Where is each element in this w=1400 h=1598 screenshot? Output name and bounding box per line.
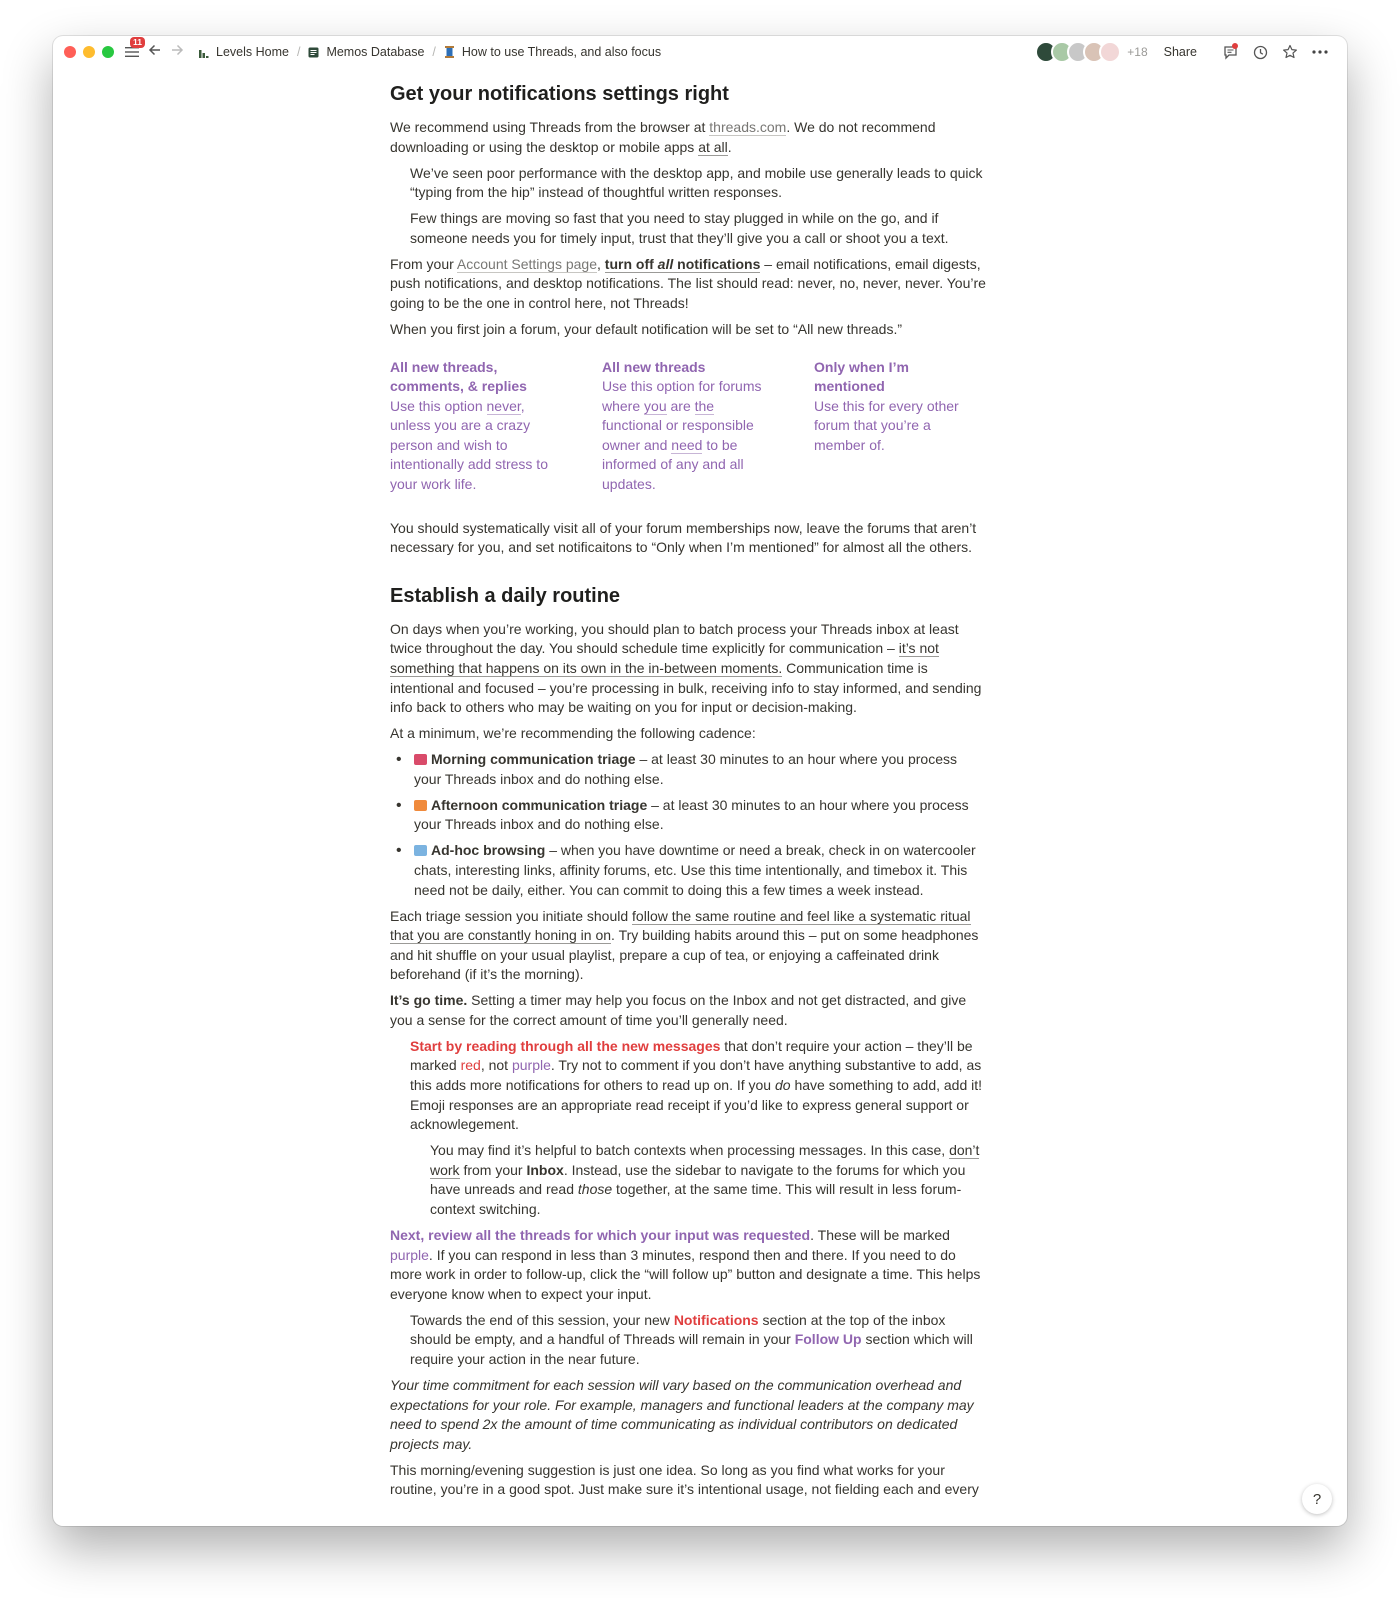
more-options-button[interactable] (1311, 43, 1329, 61)
text: Use this option (390, 397, 487, 414)
text: From your (390, 255, 457, 272)
quote-paragraph (410, 1311, 986, 1370)
minimize-window-button[interactable] (83, 46, 95, 58)
forward-button[interactable] (170, 43, 184, 61)
text: . If you can respond in less than 3 minutes, respond then and there. If you need to do more work in order to follow-up, click the “will follow up” button and designate a time. This helps everyone know when to expect your input. (390, 1246, 981, 1302)
text: Inbox (526, 1161, 564, 1178)
paragraph: At a minimum, we’re recommending the following cadence: (390, 725, 756, 742)
paragraph: When you first join a forum, your default notification will be set to “All new threads.” (390, 320, 903, 337)
breadcrumb (198, 45, 661, 59)
text: . These will be marked (810, 1226, 950, 1243)
at-all-link[interactable]: at all (698, 138, 728, 155)
breadcrumb-separator: / (296, 45, 301, 59)
breadcrumb-levels-home[interactable] (198, 45, 289, 59)
text: Setting a timer may help you focus on the Inbox and not get distracted, and give you a sense for the correct amount of time you’ll generally need. (390, 992, 967, 1028)
text: Notifications (673, 1311, 759, 1328)
paragraph (390, 1226, 986, 1304)
text: red (460, 1057, 481, 1074)
breadcrumb-label: Memos Database (326, 45, 425, 59)
text: We recommend using Threads from the browser at (390, 119, 710, 135)
text: Each triage session you initiate should (390, 907, 633, 924)
text: – at least 30 minutes to an hour where you process your Threads inbox and do nothing else. (414, 796, 969, 833)
history-icon (1253, 45, 1268, 60)
text: purple (511, 1057, 551, 1074)
text: do (774, 1077, 791, 1094)
spool-icon (444, 46, 455, 58)
help-button[interactable]: ? (1302, 1484, 1332, 1514)
text: those (577, 1181, 613, 1198)
text: You may find it’s helpful to batch contexts when processing messages. In this case, (430, 1142, 950, 1159)
text: section which will require your action in the near future. (410, 1331, 973, 1367)
levels-logo-icon (198, 47, 209, 58)
nested-quote-paragraph (430, 1141, 986, 1219)
avatar (1099, 41, 1121, 63)
column-title: All new threads (602, 358, 706, 375)
text: . Try not to comment if you don’t have anything substantive to add, as this adds more notifications for others to read up on. If you (410, 1057, 982, 1094)
column-title: All new threads, comments, & replies (390, 358, 527, 395)
text: you (644, 397, 667, 414)
option-column-all-threads (602, 358, 762, 495)
window-controls (64, 46, 114, 58)
unread-dot (1232, 43, 1238, 49)
text: Afternoon communication triage (431, 796, 648, 813)
section-heading-routine: Establish a daily routine (390, 584, 621, 607)
underlined-text: follow the same routine and feel like a systematic ritual that you are constantly honing in on (390, 907, 971, 944)
share-button[interactable]: Share (1163, 45, 1197, 59)
text: It’s go time. (390, 992, 468, 1009)
database-icon (308, 47, 319, 58)
text: need (671, 436, 703, 453)
text: , not (480, 1057, 512, 1074)
text: On days when you’re working, you should plan to batch process your Threads inbox at least twice throughout the day. You should schedule time explicitly for communication – (390, 620, 959, 657)
text: . Try building habits around this – put on some headphones and hit shuffle on your usual playlist, prepare a cup of tea, or enjoying a caffeinated drink beforehand (if it’s the morning). (390, 927, 979, 983)
option-column-all-activity (390, 358, 550, 495)
paragraph: You should systematically visit all of your forum memberships now, leave the forums that aren’t necessary for you, and set notificaitons to “Only when I’m mentioned” for almost all the others. (390, 519, 977, 556)
breadcrumb-label: Levels Home (216, 45, 289, 59)
text: purple (390, 1246, 429, 1263)
arrow-left-icon (148, 43, 162, 57)
comments-button[interactable] (1221, 43, 1239, 61)
text: notifications (673, 255, 761, 272)
text: Use this option for forums where (602, 378, 762, 414)
text: – at least 30 minutes to an hour where you process your Threads inbox and do nothing else. (414, 751, 957, 787)
text: – email notifications, email digests, push notifications, and desktop notifications. The list should read: never, no, never, never. You’re going to be the one in control here, not Threads! (390, 255, 986, 311)
notification-badge: 11 (130, 37, 145, 48)
text: to be informed of any and all updates. (602, 436, 744, 493)
section-heading-notifications: Get your notifications settings right (390, 83, 729, 105)
text: , unless you are a crazy person and wish to intentionally add stress to your work life. (390, 397, 548, 493)
list-item (390, 796, 986, 835)
collaborator-avatars[interactable] (1035, 41, 1121, 63)
collaborators-more-count[interactable]: +18 (1127, 45, 1148, 59)
underlined-text: it’s not something that happens on its own in the in-between moments. (390, 640, 939, 677)
paragraph: This morning/evening suggestion is just one idea. So long as you find what works for your routine, you’re in a good spot. Just make sure it’s intentional usage, not fielding each and every (390, 1461, 979, 1498)
breadcrumb-separator: / (432, 45, 436, 59)
text: Morning communication triage (431, 751, 640, 768)
column-title: Only when I’m mentioned (814, 358, 909, 395)
app-window (53, 36, 1347, 1526)
paragraph (390, 255, 986, 314)
star-icon (1282, 44, 1298, 60)
text: the (694, 397, 715, 414)
breadcrumb-current-page[interactable] (444, 45, 661, 59)
text: . We do not recommend downloading or using the desktop or mobile apps (390, 119, 936, 155)
text: Start by reading through all the new messages (410, 1037, 721, 1054)
text: Use this for every other forum that you’re a member of. (814, 397, 959, 453)
text: never (486, 397, 521, 414)
paragraph (390, 991, 986, 1030)
notification-options-columns (390, 358, 986, 495)
text: turn off (604, 255, 658, 272)
text: , (597, 255, 605, 272)
window-icon (414, 845, 427, 856)
more-icon (1312, 50, 1328, 54)
quote-paragraph (410, 1037, 986, 1135)
text: that don’t require your action – they’ll be marked (410, 1037, 973, 1074)
text: Ad-hoc browsing (431, 842, 546, 859)
sunset-icon (414, 800, 427, 811)
paragraph (390, 907, 986, 985)
threads-link[interactable]: threads.com (709, 119, 787, 135)
text: . (727, 138, 732, 155)
quote-paragraph: We’ve seen poor performance with the desktop app, and mobile use generally leads to quick “typing from the hip” instead of thoughtful written responses. (410, 164, 983, 201)
text: are (666, 397, 695, 414)
paragraph-italic: Your time commitment for each session will vary based on the communication overhead and expectations for your role. For example, managers and functional leaders at the company may need to spend 2x the amount of time communicating as individual contributors on dedicated projects may. (390, 1376, 974, 1452)
text: Next, review all the threads for which your input was requested (390, 1226, 811, 1243)
list-item (390, 750, 986, 789)
text: – when you have downtime or need a break, check in on watercooler chats, interesting links, affinity forums, etc. Use this time intentionally, and timebox it. This need not be daily, either. You can commit to doing this a few times a week instead. (414, 842, 976, 898)
text: Towards the end of this session, your new (410, 1311, 674, 1328)
page-content (390, 76, 986, 1506)
top-bar (53, 36, 1347, 68)
close-window-button[interactable] (64, 46, 76, 58)
breadcrumb-label: How to use Threads, and also focus (461, 45, 662, 59)
favorite-button[interactable] (1281, 43, 1299, 61)
zoom-window-button[interactable] (102, 46, 114, 58)
text: Follow Up (794, 1331, 862, 1348)
back-button[interactable] (148, 43, 162, 61)
updates-button[interactable] (1251, 43, 1269, 61)
turn-off-notifications-text (605, 256, 761, 273)
paragraph (390, 620, 986, 718)
underlined-text: don’t work (430, 1142, 980, 1178)
text: functional or responsible owner and (602, 417, 754, 453)
quote-paragraph: Few things are moving so fast that you need to stay plugged in while on the go, and if someone needs you for timely input, trust that they’ll give you a call or shoot you a text. (410, 210, 949, 246)
text: all (657, 255, 674, 272)
topbar-actions (1035, 36, 1329, 68)
text: Communication time is intentional and focused – you’re processing in bulk, receiving info to stay informed, and sending info back to others who may be waiting on you for input or decision-making. (390, 660, 982, 716)
breadcrumb-memos-database[interactable] (308, 45, 424, 59)
sidebar-toggle-button[interactable] (124, 37, 142, 60)
text: together, at the same time. This will result in less forum-context switching. (430, 1181, 962, 1217)
arrow-right-icon (170, 43, 184, 57)
cadence-list (390, 750, 986, 900)
account-settings-link[interactable]: Account Settings page (456, 255, 598, 272)
text: . Instead, use the sidebar to navigate to the forums for which you have unreads and read (430, 1161, 966, 1198)
list-item (390, 841, 986, 900)
option-column-mentioned (814, 358, 974, 495)
text: from your (459, 1161, 527, 1178)
paragraph (390, 118, 986, 157)
sunrise-icon (414, 754, 427, 765)
text: section at the top of the inbox should be empty, and a handful of Threads will remain in your (410, 1311, 946, 1348)
text: have something to add, add it! Emoji responses are an appropriate read receipt if you’d like to express general support or acknowlegement. (410, 1077, 983, 1133)
